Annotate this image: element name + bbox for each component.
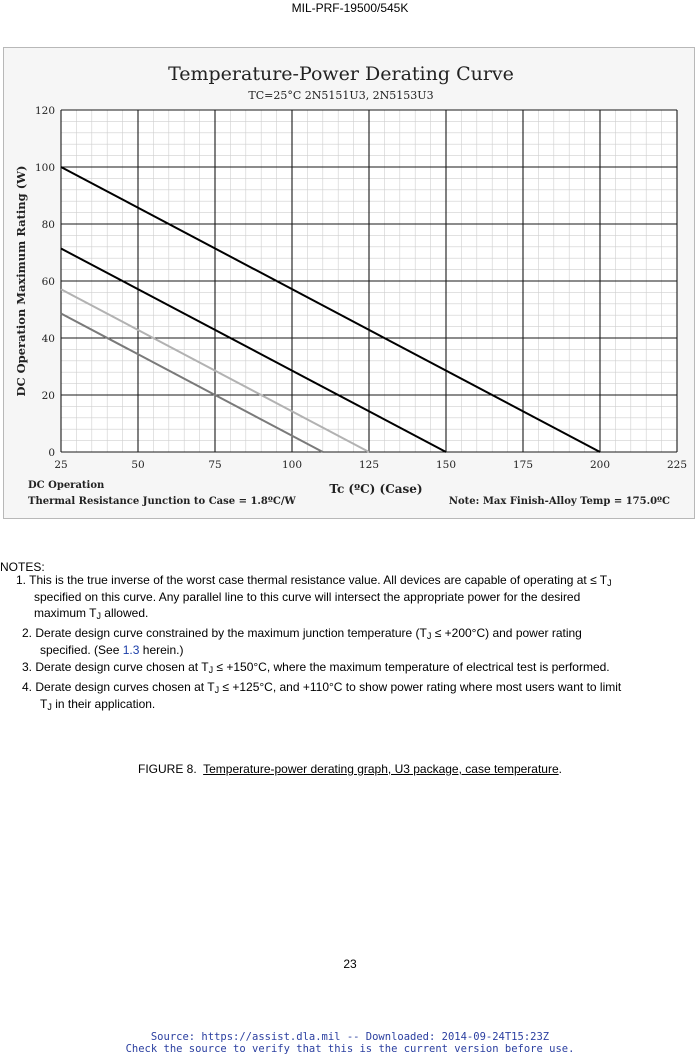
section-link-1-3[interactable]: 1.3 (122, 643, 140, 657)
y-tick-label: 0 (48, 447, 55, 459)
x-tick-label: 25 (54, 459, 68, 471)
note-1-line-3: maximum $T_J$ allowed. (34, 606, 149, 621)
note-2-line-1: 2. Derate design curve constrained by the maximum junction temperature $(T_J \le +200^\circ C)$ and power rating (22, 626, 582, 641)
figure-title: Temperature-power derating graph, U3 package, case temperature (203, 762, 559, 776)
chart-grid (61, 110, 677, 452)
y-tick-label: 120 (34, 105, 55, 117)
document-id-header: MIL-PRF-19500/545K (291, 1, 409, 15)
x-tick-label: 100 (281, 459, 303, 471)
note-1-line-2: specified on this curve. Any parallel line to this curve will intersect the appropriate power for the desired (34, 590, 581, 604)
dc-operation-annotation: DC Operation (28, 480, 105, 491)
thermal-resistance-annotation: Thermal Resistance Junction to Case = 1.8ºC/W (28, 496, 296, 507)
source-line: Source: https://assist.dla.mil -- Downloaded: 2014-09-24T15:23Z (150, 1031, 550, 1043)
chart-frame (3, 47, 695, 519)
chart-subtitle: TC=25°C 2N5151U3, 2N5153U3 (248, 89, 434, 102)
note-2-line-2: specified. (See 1.3 herein.) (40, 643, 184, 657)
note-1-line-1: 1. This is the true inverse of the worst case thermal resistance value. All devices are capable of operating at ≤ $T_J$ (16, 573, 612, 588)
note-3: 3. Derate design curve chosen at $T_J \le +150^\circ C$, where the maximum temperature of electrical test is performed. (22, 660, 610, 675)
y-tick-label: 80 (41, 219, 55, 231)
source-footer (0, 1031, 700, 1055)
y-tick-label: 40 (41, 333, 55, 345)
page-number: 23 (343, 957, 357, 971)
figure-label: FIGURE 8. (137, 762, 197, 776)
verify-line: Check the source to verify that this is the current version before use. (125, 1043, 575, 1055)
x-axis-label: Tc (ºC) (Case) (329, 482, 423, 496)
y-tick-label: 100 (34, 162, 55, 174)
x-tick-label: 150 (435, 459, 457, 471)
x-tick-label: 75 (208, 459, 222, 471)
notes-heading: NOTES: (0, 560, 45, 574)
note-4-line-1: 4. Derate design curves chosen at $T_J \le +125^\circ C$, and +110°C to show power rating where most users want to limit (22, 680, 622, 695)
x-tick-label: 175 (512, 459, 534, 471)
y-axis-label: DC Operation Maximum Rating (W) (14, 165, 28, 397)
y-tick-label: 60 (41, 276, 55, 288)
y-tick-label: 20 (41, 390, 55, 402)
max-temp-note: Note: Max Finish-Alloy Temp = 175.0ºC (448, 496, 670, 507)
figure-caption: FIGURE 8. Temperature-power derating graph, U3 package, case temperature. (137, 762, 562, 776)
derating-chart (4, 48, 694, 518)
x-tick-label: 200 (589, 459, 611, 471)
x-tick-label: 125 (358, 459, 380, 471)
x-tick-label: 225 (666, 459, 688, 471)
note-4-line-2: $T_J$ in their application. (40, 697, 156, 712)
chart-title: Temperature-Power Derating Curve (168, 63, 514, 85)
x-tick-label: 50 (131, 459, 145, 471)
